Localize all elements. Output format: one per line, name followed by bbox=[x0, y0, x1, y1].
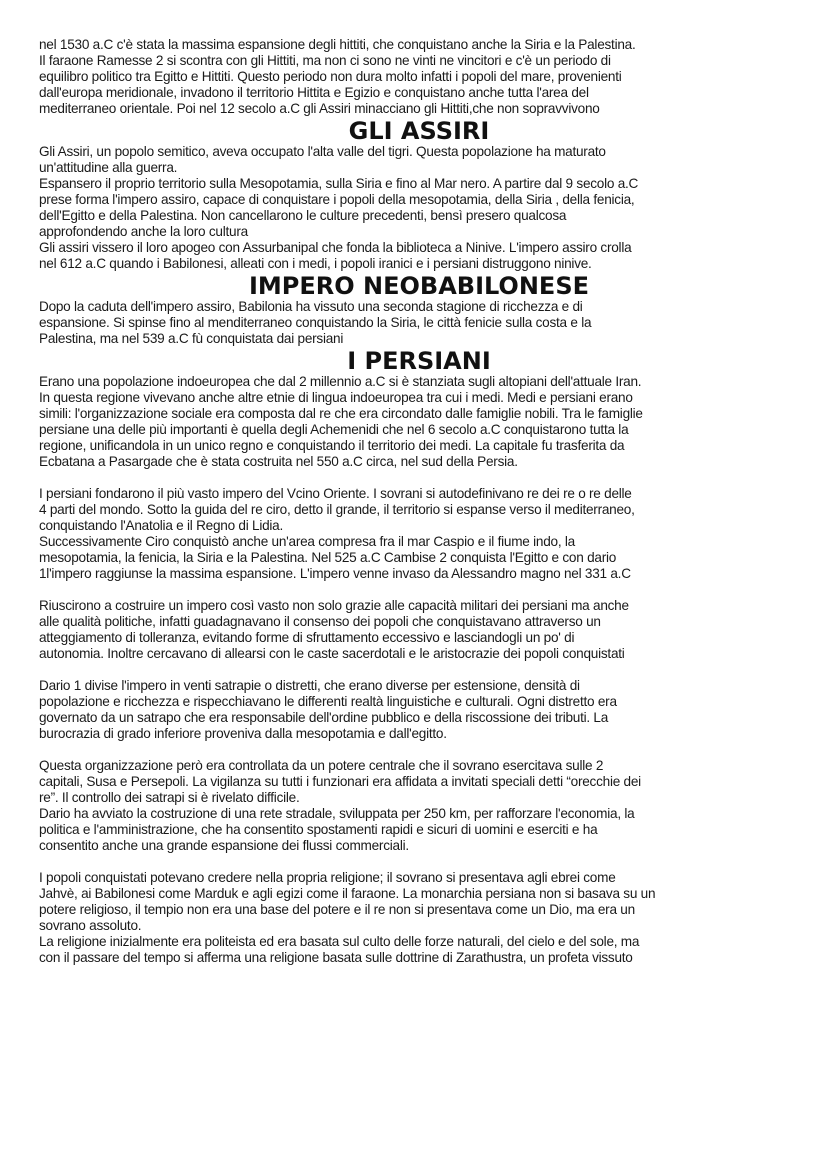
paragraph-gap bbox=[39, 470, 799, 486]
persiani-paragraph bbox=[39, 758, 799, 854]
persiani-paragraph bbox=[39, 870, 799, 966]
text-line: atteggiamento di tolleranza, evitando forme di sfruttamento eccessivo e lasciandogli un po' di bbox=[39, 630, 575, 645]
text-line: consentito anche una grande espansione dei flussi commerciali. bbox=[39, 838, 409, 853]
text-line: prese forma l'impero assiro, capace di conquistare i popoli della mesopotamia, della Siria , della fenicia, bbox=[39, 192, 635, 207]
text-line: burocrazia di grado inferiore proveniva dalla mesopotamia e dall'egitto. bbox=[39, 726, 447, 741]
text-line: mesopotamia, la fenicia, la Siria e la Palestina. Nel 525 a.C Cambise 2 conquista l'Egitto e con dario bbox=[39, 550, 617, 565]
text-line: dell'Egitto e della Palestina. Non cancellarono le culture precedenti, bensì presero qualcosa bbox=[39, 208, 567, 223]
paragraph-gap bbox=[39, 662, 799, 678]
text-line: Dopo la caduta dell'impero assiro, Babilonia ha vissuto una seconda stagione di ricchezza e di bbox=[39, 299, 583, 314]
text-line: Gli assiri vissero il loro apogeo con Assurbanipal che fonda la biblioteca a Ninive. L'impero assiro crolla bbox=[39, 240, 632, 255]
text-line: capitali, Susa e Persepoli. La vigilanza su tutti i funzionari era affidata a invitati speciali detti “orecchie dei bbox=[39, 774, 641, 789]
text-line: persiane una delle più importanti è quella degli Achemenidi che nel 6 secolo a.C conquistarono tutta la bbox=[39, 422, 629, 437]
persiani-paragraph bbox=[39, 598, 799, 662]
paragraph-gap bbox=[39, 742, 799, 758]
text-line: Gli Assiri, un popolo semitico, aveva occupato l'alta valle del tigri. Questa popolazione ha maturato bbox=[39, 144, 606, 159]
text-line: governato da un satrapo che era responsabile dell'ordine pubblico e della riscossione dei tributi. La bbox=[39, 710, 609, 725]
document-page bbox=[39, 37, 799, 966]
persiani-section bbox=[39, 374, 799, 966]
text-line: Espansero il proprio territorio sulla Mesopotamia, sulla Siria e fino al Mar nero. A partire dal 9 secolo a.C bbox=[39, 176, 639, 191]
text-line: autonomia. Inoltre cercavano di allearsi con le caste sacerdotali e le aristocrazie dei popoli conquistati bbox=[39, 646, 625, 661]
text-line: popolazione e ricchezza e rispecchiavano le differenti realtà linguistiche e culturali. Ogni distretto era bbox=[39, 694, 617, 709]
persiani-paragraph bbox=[39, 374, 799, 470]
text-line: Palestina, ma nel 539 a.C fù conquistata dai persiani bbox=[39, 331, 344, 346]
text-line: I persiani fondarono il più vasto impero del Vcino Oriente. I sovrani si autodefinivano re dei re o re delle bbox=[39, 486, 632, 501]
assiri-paragraph bbox=[39, 144, 799, 272]
heading-gli-assiri: GLI ASSIRI bbox=[348, 117, 490, 145]
text-line: nel 1530 a.C c'è stata la massima espansione degli hittiti, che conquistano anche la Siria e la Palestina. bbox=[39, 37, 636, 52]
text-line: simili: l'organizzazione sociale era composta dal re che era circondato dalle famiglie nobili. Tra le famiglie bbox=[39, 406, 643, 421]
text-line: Il faraone Ramesse 2 si scontra con gli Hittiti, ma non ci sono ne vinti ne vincitori e c'è un periodo di bbox=[39, 53, 611, 68]
text-line: potere religioso, il tempio non era una base del potere e il re non si presentava come un Dio, ma era un bbox=[39, 902, 635, 917]
text-line: 1l'impero raggiunse la massima espansione. L'impero venne invaso da Alessandro magno nel 331 a.C bbox=[39, 566, 631, 581]
text-line: politica e l'amministrazione, che ha consentito spostamenti rapidi e sicuri di uomini e eserciti e ha bbox=[39, 822, 598, 837]
text-line: approfondendo anche la loro cultura bbox=[39, 224, 248, 239]
text-line: La religione inizialmente era politeista ed era basata sul culto delle forze naturali, del cielo e del sole, ma bbox=[39, 934, 640, 949]
neobabilonese-paragraph bbox=[39, 299, 799, 347]
text-line: Jahvè, ai Babilonesi come Marduk e agli egizi come il faraone. La monarchia persiana non si basava su un bbox=[39, 886, 656, 901]
intro-paragraph bbox=[39, 37, 799, 117]
text-line: un'attitudine alla guerra. bbox=[39, 160, 178, 175]
text-line: Erano una popolazione indoeuropea che dal 2 millennio a.C si è stanziata sugli altopiani dell'attuale Iran. bbox=[39, 374, 642, 389]
text-line: alle qualità politiche, infatti guadagnavano il consenso dei popoli che conquistavano attraverso un bbox=[39, 614, 601, 629]
text-line: Dario ha avviato la costruzione di una rete stradale, sviluppata per 250 km, per rafforzare l'economia, la bbox=[39, 806, 635, 821]
text-line: Riuscirono a costruire un impero così vasto non solo grazie alle capacità militari dei persiani ma anche bbox=[39, 598, 629, 613]
text-line: Successivamente Ciro conquistò anche un'area compresa fra il mar Caspio e il fiume indo, la bbox=[39, 534, 575, 549]
text-line: sovrano assoluto. bbox=[39, 918, 142, 933]
heading-impero-neobabilonese: IMPERO NEOBABILONESE bbox=[248, 272, 589, 300]
text-line: Dario 1 divise l'impero in venti satrapie o distretti, che erano diverse per estensione, densità di bbox=[39, 678, 580, 693]
text-line: In questa regione vivevano anche altre etnie di lingua indoeuropea tra cui i medi. Medi e persiani erano bbox=[39, 390, 633, 405]
paragraph-gap bbox=[39, 854, 799, 870]
text-line: espansione. Si spinse fino al menditerraneo conquistando la Siria, le città fenicie sulla costa e la bbox=[39, 315, 592, 330]
text-line: conquistando l'Anatolia e il Regno di Lidia. bbox=[39, 518, 284, 533]
text-line: Ecbatana a Pasargade che è stata costruita nel 550 a.C circa, nel sud della Persia. bbox=[39, 454, 518, 469]
text-line: Questa organizzazione però era controllata da un potere centrale che il sovrano esercitava sulle 2 bbox=[39, 758, 604, 773]
text-line: mediterraneo orientale. Poi nel 12 secolo a.C gli Assiri minacciano gli Hittiti,che non sopravvivono bbox=[39, 101, 600, 116]
persiani-paragraph bbox=[39, 486, 799, 582]
text-line: con il passare del tempo si afferma una religione basata sulle dottrine di Zarathustra, un profeta vissuto bbox=[39, 950, 633, 965]
text-line: dall'europa meridionale, invadono il territorio Hittita e Egizio e conquistano anche tutta l'area del bbox=[39, 85, 589, 100]
text-line: 4 parti del mondo. Sotto la guida del re ciro, detto il grande, il territorio si espanse verso il mediterraneo, bbox=[39, 502, 635, 517]
heading-i-persiani: I PERSIANI bbox=[347, 347, 491, 375]
text-line: nel 612 a.C quando i Babilonesi, alleati con i medi, i popoli iranici e i persiani distruggono ninive. bbox=[39, 256, 592, 271]
persiani-paragraph bbox=[39, 678, 799, 742]
text-line: equilibro politico tra Egitto e Hittiti. Questo periodo non dura molto infatti i popoli del mare, provenienti bbox=[39, 69, 622, 84]
paragraph-gap bbox=[39, 582, 799, 598]
text-line: re”. Il controllo dei satrapi si è rivelato difficile. bbox=[39, 790, 300, 805]
text-line: regione, unificandola in un unico regno e conquistando il territorio dei medi. La capitale fu trasferita da bbox=[39, 438, 625, 453]
text-line: I popoli conquistati potevano credere nella propria religione; il sovrano si presentava agli ebrei come bbox=[39, 870, 616, 885]
